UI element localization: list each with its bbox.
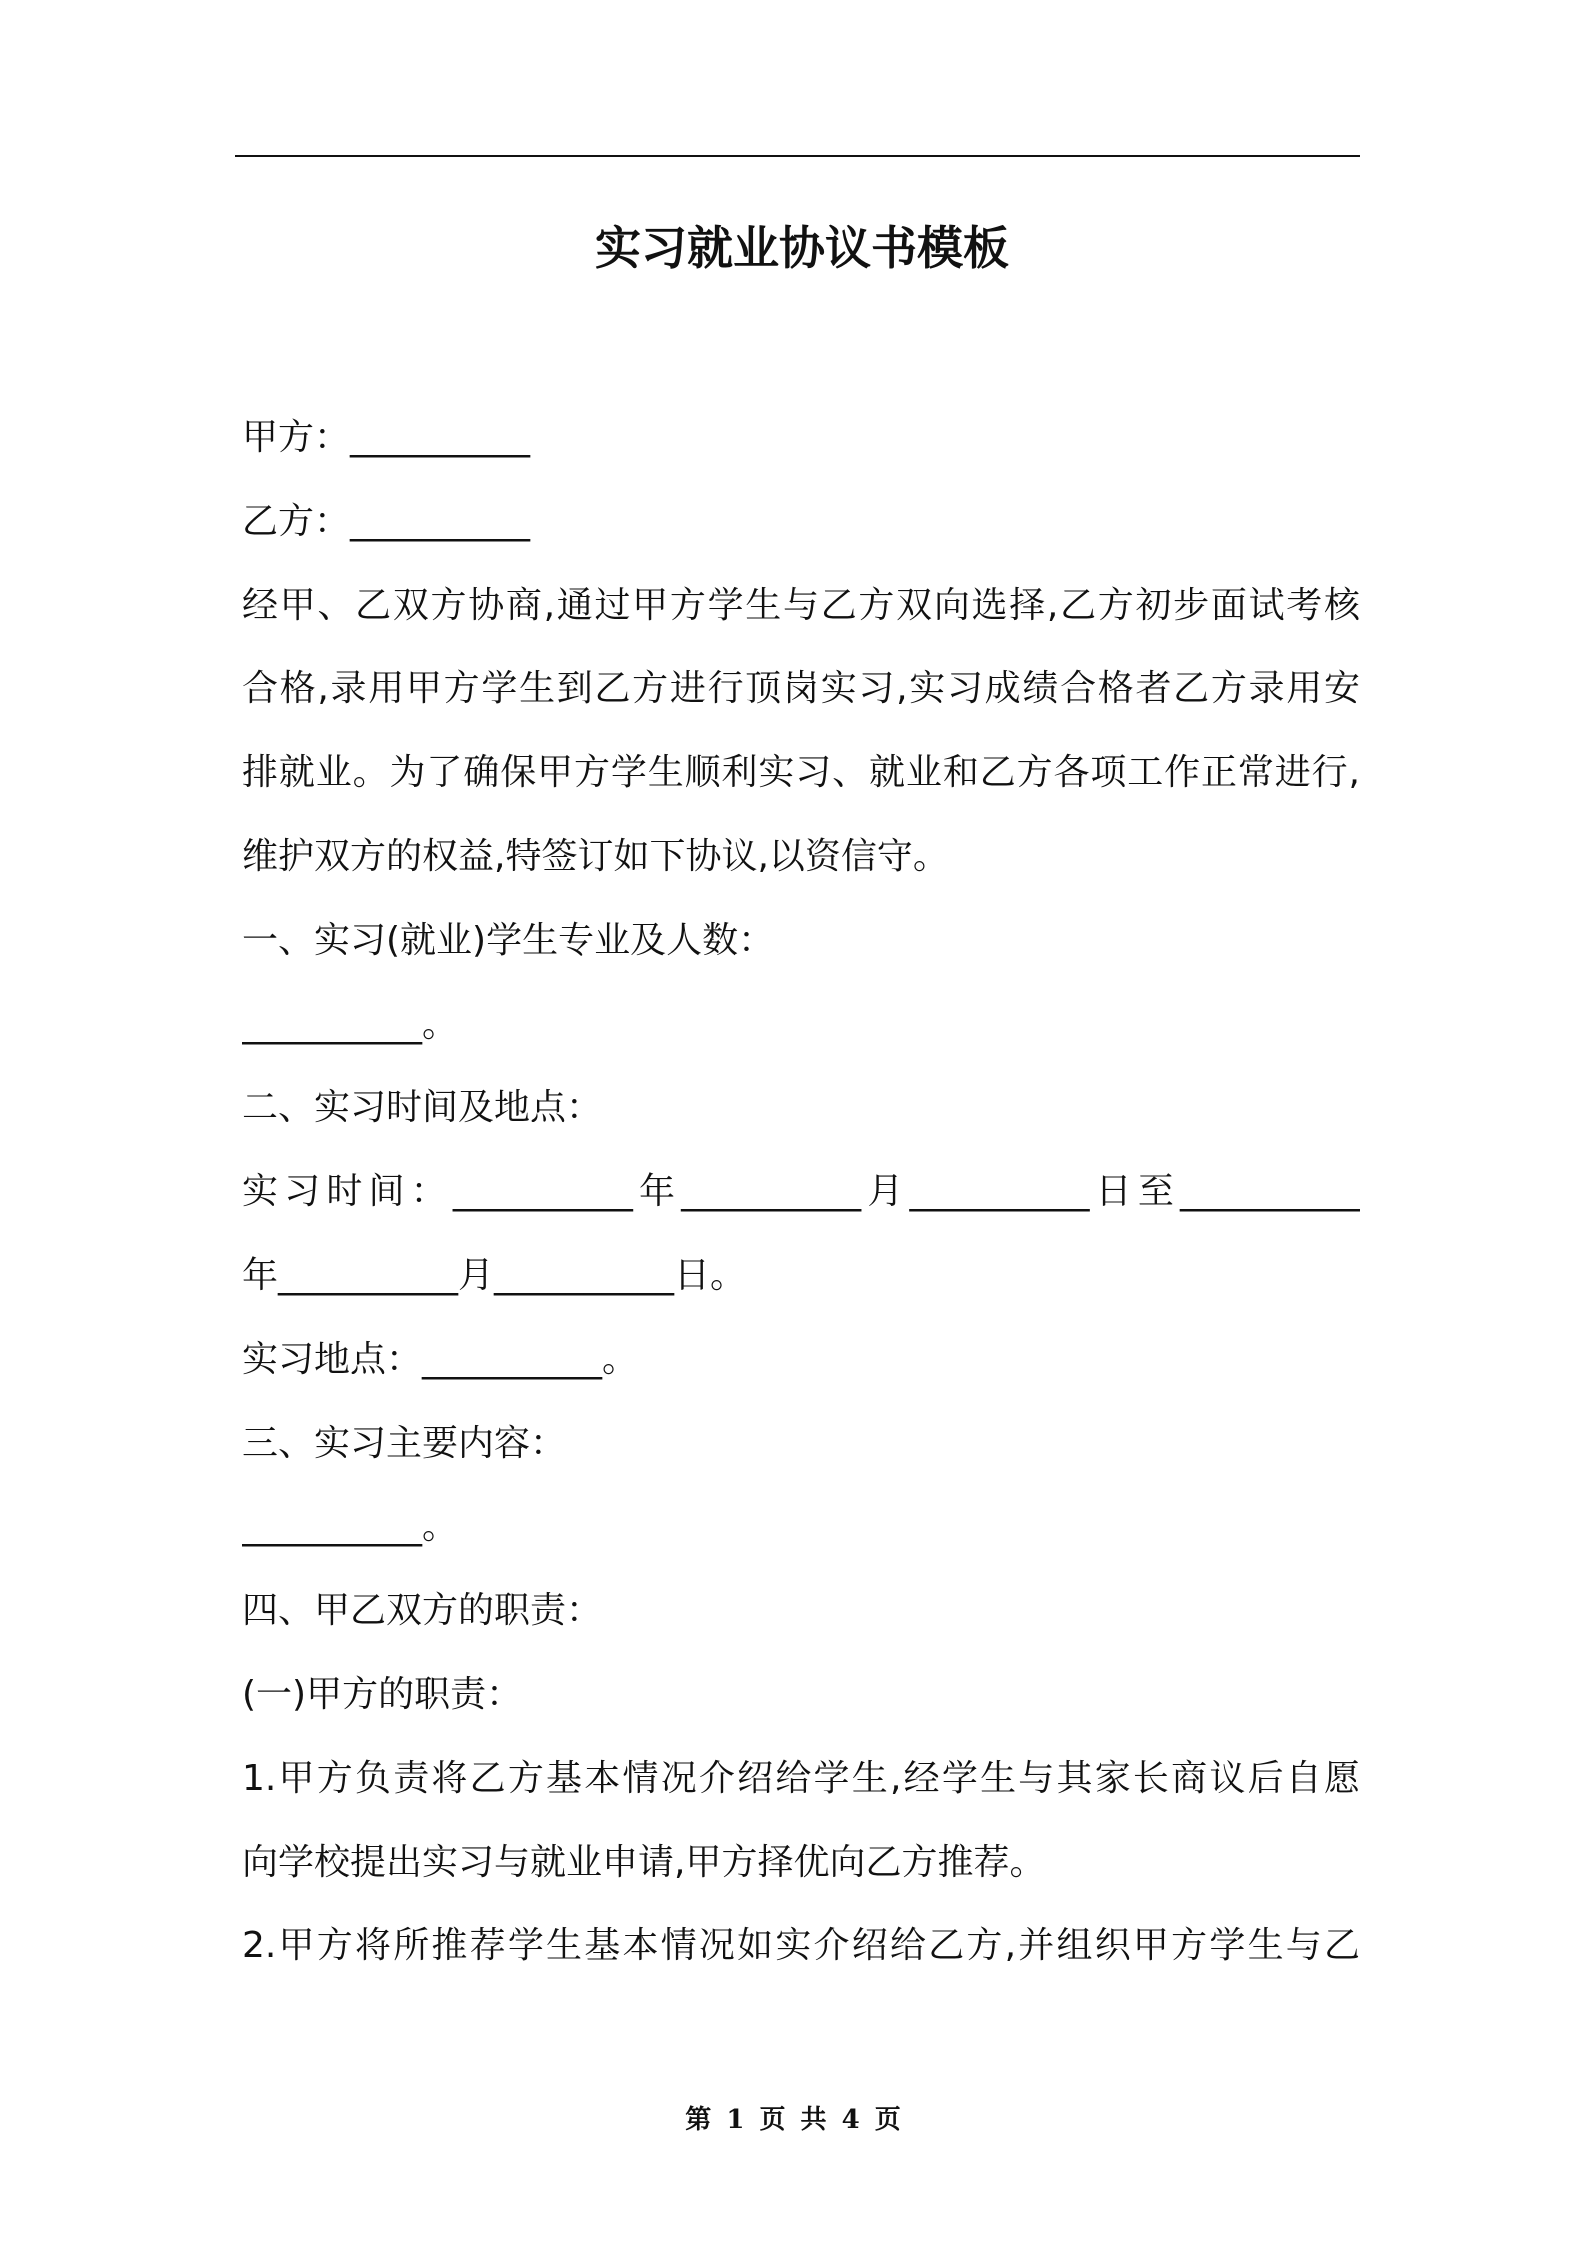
section-1-heading: 一、实习(就业)学生专业及人数： bbox=[242, 919, 775, 961]
internship-time-line: 年__________月__________日。 bbox=[242, 1254, 747, 1296]
section-3-heading: 三、实习主要内容： bbox=[242, 1422, 567, 1464]
page-indicator: 第 1 页 共 4 页 bbox=[685, 2105, 901, 2135]
internship-place-line: 实习地点：__________。 bbox=[242, 1338, 639, 1380]
preamble-line: 维护双方的权益,特签订如下协议,以资信守。 bbox=[242, 835, 949, 877]
preamble-line: 合格,录用甲方学生到乙方进行顶岗实习,实习成绩合格者乙方录用安 bbox=[242, 668, 1360, 710]
section-1-blank: __________。 bbox=[242, 1003, 459, 1045]
party-b-line: 乙方：__________ bbox=[242, 500, 531, 542]
duty-item-1-line: 1.甲方负责将乙方基本情况介绍给学生,经学生与其家长商议后自愿 bbox=[242, 1757, 1360, 1799]
document-title: 实习就业协议书模板 bbox=[595, 221, 1009, 275]
section-3-blank: __________。 bbox=[242, 1506, 459, 1548]
section-2-heading: 二、实习时间及地点： bbox=[242, 1087, 603, 1129]
party-a-line: 甲方：__________ bbox=[242, 417, 531, 458]
header-rule bbox=[235, 155, 1360, 157]
preamble-line: 排就业。为了确保甲方学生顺利实习、就业和乙方各项工作正常进行, bbox=[242, 752, 1360, 794]
preamble-line: 经甲、乙双方协商,通过甲方学生与乙方双向选择,乙方初步面试考核 bbox=[242, 584, 1360, 626]
document-body bbox=[242, 396, 1360, 1988]
section-4-subheading: (一)甲方的职责： bbox=[242, 1673, 523, 1715]
duty-item-1-line: 向学校提出实习与就业申请,甲方择优向乙方推荐。 bbox=[242, 1841, 1046, 1883]
internship-time-line: 实习时间：__________年__________月__________日至__________ bbox=[242, 1171, 1360, 1213]
duty-item-2-line: 2.甲方将所推荐学生基本情况如实介绍给乙方,并组织甲方学生与乙 bbox=[242, 1925, 1360, 1967]
section-4-heading: 四、甲乙双方的职责： bbox=[242, 1590, 603, 1632]
